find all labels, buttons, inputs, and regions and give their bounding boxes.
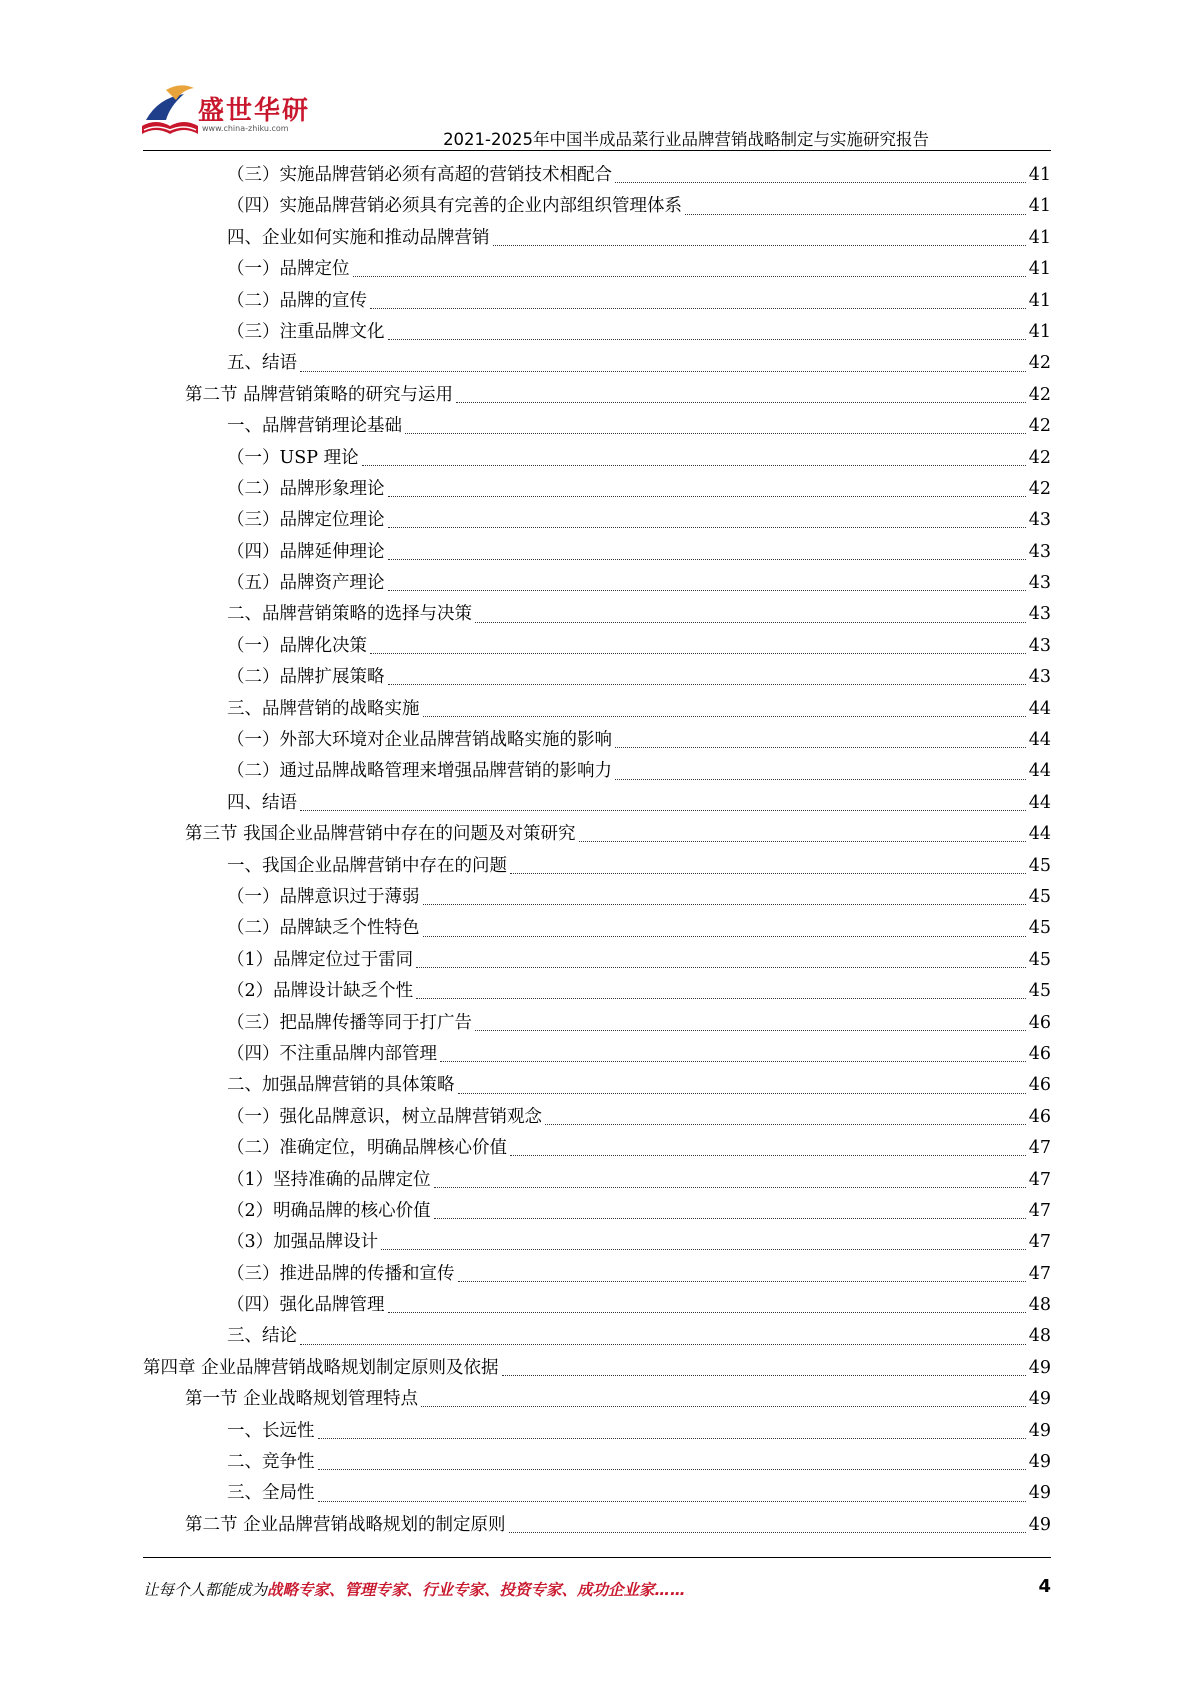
toc-entry-label: （二）品牌扩展策略 xyxy=(227,667,385,688)
toc-entry-label: （二）品牌形象理论 xyxy=(227,478,385,499)
toc-entry-label: 二、加强品牌营销的具体策略 xyxy=(227,1075,455,1096)
toc-dot-leader xyxy=(510,873,1026,874)
toc-entry[interactable] xyxy=(143,537,1051,568)
toc-dot-leader xyxy=(423,904,1026,905)
toc-entry-label: 二、竞争性 xyxy=(227,1452,315,1473)
toc-entry-label: （三）把品牌传播等同于打广告 xyxy=(227,1012,472,1033)
toc-dot-leader xyxy=(388,684,1026,685)
toc-entry[interactable] xyxy=(143,694,1051,725)
toc-entry[interactable] xyxy=(143,1447,1051,1478)
toc-entry-page: 43 xyxy=(1028,635,1051,656)
toc-entry-page: 42 xyxy=(1028,384,1051,405)
toc-entry-page: 48 xyxy=(1028,1326,1051,1347)
toc-entry[interactable] xyxy=(143,1165,1051,1196)
toc-entry-page: 46 xyxy=(1028,1043,1051,1064)
toc-entry-label: 四、企业如何实施和推动品牌营销 xyxy=(227,227,490,248)
toc-dot-leader xyxy=(388,590,1026,591)
toc-dot-leader xyxy=(300,810,1026,811)
toc-entry-page: 44 xyxy=(1028,792,1051,813)
toc-dot-leader xyxy=(434,1218,1026,1219)
toc-entry-label: （3）加强品牌设计 xyxy=(227,1232,379,1253)
toc-dot-leader xyxy=(440,1061,1026,1062)
toc-entry[interactable] xyxy=(143,443,1051,474)
toc-entry-page: 42 xyxy=(1028,416,1051,437)
toc-entry-label: （一）品牌化决策 xyxy=(227,635,367,656)
toc-dot-leader xyxy=(615,779,1026,780)
toc-entry[interactable] xyxy=(143,976,1051,1007)
toc-entry-label: 五、结语 xyxy=(227,353,297,374)
toc-entry-label: 三、结论 xyxy=(227,1326,297,1347)
toc-entry[interactable] xyxy=(143,819,1051,850)
toc-entry-page: 46 xyxy=(1028,1106,1051,1127)
toc-entry[interactable] xyxy=(143,223,1051,254)
toc-entry[interactable] xyxy=(143,568,1051,599)
toc-entry-page: 47 xyxy=(1028,1169,1051,1190)
toc-entry-page: 42 xyxy=(1028,478,1051,499)
book-logo-icon xyxy=(140,80,200,144)
toc-entry[interactable] xyxy=(143,882,1051,913)
toc-dot-leader xyxy=(475,1030,1026,1031)
toc-entry-label: （三）注重品牌文化 xyxy=(227,321,385,342)
toc-entry-page: 45 xyxy=(1028,886,1051,907)
toc-entry-page: 46 xyxy=(1028,1012,1051,1033)
toc-dot-leader xyxy=(388,496,1026,497)
toc-dot-leader xyxy=(509,1532,1026,1533)
toc-dot-leader xyxy=(458,1093,1026,1094)
toc-entry-label: （一）强化品牌意识，树立品牌营销观念 xyxy=(227,1106,542,1127)
toc-entry-label: 第一节 企业战略规划管理特点 xyxy=(185,1389,419,1410)
toc-entry-label: 二、品牌营销策略的选择与决策 xyxy=(227,604,472,625)
toc-entry-label: （五）品牌资产理论 xyxy=(227,573,385,594)
toc-entry-label: （四）不注重品牌内部管理 xyxy=(227,1043,437,1064)
toc-entry[interactable] xyxy=(143,191,1051,222)
toc-entry[interactable] xyxy=(143,1478,1051,1509)
toc-entry-page: 45 xyxy=(1028,981,1051,1002)
toc-entry-label: 一、我国企业品牌营销中存在的问题 xyxy=(227,855,507,876)
toc-entry[interactable] xyxy=(143,756,1051,787)
toc-entry[interactable] xyxy=(143,348,1051,379)
toc-entry-page: 43 xyxy=(1028,604,1051,625)
toc-entry-page: 49 xyxy=(1028,1357,1051,1378)
toc-entry[interactable] xyxy=(143,1039,1051,1070)
toc-entry-label: 第三节 我国企业品牌营销中存在的问题及对策研究 xyxy=(185,824,576,845)
page-header xyxy=(0,0,1191,150)
toc-entry-page: 41 xyxy=(1028,196,1051,217)
footer-slogan xyxy=(143,1578,686,1600)
toc-dot-leader xyxy=(434,1187,1026,1188)
toc-entry-page: 47 xyxy=(1028,1200,1051,1221)
toc-entry-label: （二）品牌缺乏个性特色 xyxy=(227,918,420,939)
toc-dot-leader xyxy=(615,182,1026,183)
toc-dot-leader xyxy=(579,841,1026,842)
toc-entry-page: 44 xyxy=(1028,730,1051,751)
footer-slogan-prefix: 让每个人都能成为 xyxy=(143,1581,268,1599)
toc-entry[interactable] xyxy=(143,1510,1051,1541)
toc-dot-leader xyxy=(300,1344,1026,1345)
toc-dot-leader xyxy=(423,716,1026,717)
toc-entry-page: 49 xyxy=(1028,1483,1051,1504)
toc-entry-page: 43 xyxy=(1028,510,1051,531)
toc-entry[interactable] xyxy=(143,380,1051,411)
toc-dot-leader xyxy=(318,1438,1026,1439)
toc-entry-label: （二）品牌的宣传 xyxy=(227,290,367,311)
toc-entry-page: 43 xyxy=(1028,667,1051,688)
toc-entry-page: 41 xyxy=(1028,165,1051,185)
toc-dot-leader xyxy=(545,1124,1026,1125)
toc-entry[interactable] xyxy=(143,411,1051,442)
toc-dot-leader xyxy=(615,747,1026,748)
toc-entry-label: 四、结语 xyxy=(227,792,297,813)
toc-dot-leader xyxy=(353,276,1026,277)
toc-entry-label: （一）外部大环境对企业品牌营销战略实施的影响 xyxy=(227,730,612,751)
toc-dot-leader xyxy=(388,1312,1026,1313)
toc-entry-page: 44 xyxy=(1028,824,1051,845)
toc-dot-leader xyxy=(458,1281,1026,1282)
toc-dot-leader xyxy=(421,1406,1026,1407)
toc-entry[interactable] xyxy=(143,254,1051,285)
toc-entry[interactable] xyxy=(143,631,1051,662)
toc-entry-label: 三、全局性 xyxy=(227,1483,315,1504)
toc-entry[interactable] xyxy=(143,1196,1051,1227)
toc-dot-leader xyxy=(370,308,1026,309)
toc-dot-leader xyxy=(318,1469,1026,1470)
toc-dot-leader xyxy=(423,936,1026,937)
toc-entry-page: 43 xyxy=(1028,541,1051,562)
toc-entry-page: 49 xyxy=(1028,1389,1051,1410)
toc-entry[interactable] xyxy=(143,1290,1051,1321)
page-number: 4 xyxy=(1038,1576,1051,1597)
toc-entry-page: 46 xyxy=(1028,1075,1051,1096)
toc-entry-label: （三）品牌定位理论 xyxy=(227,510,385,531)
toc-dot-leader xyxy=(510,1155,1026,1156)
toc-entry-page: 44 xyxy=(1028,761,1051,782)
toc-entry-label: 三、品牌营销的战略实施 xyxy=(227,698,420,719)
toc-entry-label: （一）品牌定位 xyxy=(227,259,350,280)
footer-slogan-highlight: 战略专家、管理专家、行业专家、投资专家、成功企业家…… xyxy=(267,1581,686,1599)
toc-entry[interactable] xyxy=(143,1008,1051,1039)
toc-dot-leader xyxy=(416,998,1026,999)
toc-entry-label: （1）品牌定位过于雷同 xyxy=(227,949,414,970)
logo-url: www.china-zhiku.com xyxy=(202,124,289,133)
toc-entry-label: （2）品牌设计缺乏个性 xyxy=(227,981,414,1002)
toc-entry-page: 49 xyxy=(1028,1420,1051,1441)
toc-entry-page: 41 xyxy=(1028,259,1051,280)
toc-entry[interactable] xyxy=(143,913,1051,944)
toc-entry-label: （四）实施品牌营销必须具有完善的企业内部组织管理体系 xyxy=(227,196,682,217)
toc-dot-leader xyxy=(405,433,1026,434)
toc-entry-label: （四）品牌延伸理论 xyxy=(227,541,385,562)
toc-entry-page: 42 xyxy=(1028,353,1051,374)
toc-dot-leader xyxy=(685,214,1026,215)
toc-dot-leader xyxy=(388,339,1026,340)
toc-entry-label: 一、长远性 xyxy=(227,1420,315,1441)
toc-entry-label: （四）强化品牌管理 xyxy=(227,1295,385,1316)
toc-entry-page: 49 xyxy=(1028,1514,1051,1535)
toc-entry[interactable] xyxy=(143,662,1051,693)
toc-entry[interactable] xyxy=(143,1227,1051,1258)
toc-entry[interactable] xyxy=(143,160,1051,191)
toc-entry-label: （一）USP 理论 xyxy=(227,447,359,468)
toc-entry-label: （一）品牌意识过于薄弱 xyxy=(227,886,420,907)
toc-entry-page: 41 xyxy=(1028,321,1051,342)
toc-entry-page: 49 xyxy=(1028,1452,1051,1473)
toc-entry[interactable] xyxy=(143,1133,1051,1164)
toc-entry-page: 42 xyxy=(1028,447,1051,468)
toc-entry[interactable] xyxy=(143,317,1051,348)
toc-entry-page: 47 xyxy=(1028,1263,1051,1284)
toc-entry-page: 44 xyxy=(1028,698,1051,719)
toc-entry[interactable] xyxy=(143,725,1051,756)
toc-entry-label: （2）明确品牌的核心价值 xyxy=(227,1200,431,1221)
toc-entry[interactable] xyxy=(143,474,1051,505)
toc-entry-label: （1）坚持准确的品牌定位 xyxy=(227,1169,431,1190)
toc-entry-page: 48 xyxy=(1028,1295,1051,1316)
toc-entry-page: 41 xyxy=(1028,227,1051,248)
toc-entry-page: 45 xyxy=(1028,855,1051,876)
toc-entry[interactable] xyxy=(143,945,1051,976)
toc-entry[interactable] xyxy=(143,1353,1051,1384)
toc-entry-label: （二）准确定位，明确品牌核心价值 xyxy=(227,1138,507,1159)
document-title: 2021-2025年中国半成品菜行业品牌营销战略制定与实施研究报告 xyxy=(443,130,929,149)
toc-entry[interactable] xyxy=(143,851,1051,882)
toc-entry[interactable] xyxy=(143,1416,1051,1447)
table-of-contents xyxy=(143,160,1051,1541)
toc-dot-leader xyxy=(300,371,1026,372)
toc-entry-page: 45 xyxy=(1028,949,1051,970)
toc-dot-leader xyxy=(318,1501,1026,1502)
toc-entry-page: 43 xyxy=(1028,573,1051,594)
toc-dot-leader xyxy=(475,622,1026,623)
toc-entry-label: （三）推进品牌的传播和宣传 xyxy=(227,1263,455,1284)
footer-divider xyxy=(143,1557,1051,1558)
toc-entry-page: 47 xyxy=(1028,1232,1051,1253)
toc-entry-label: 第四章 企业品牌营销战略规划制定原则及依据 xyxy=(143,1357,499,1378)
logo-name: 盛世华研 xyxy=(198,96,311,126)
toc-entry[interactable] xyxy=(143,1259,1051,1290)
toc-entry[interactable] xyxy=(143,1321,1051,1352)
toc-entry-label: 第二节 品牌营销策略的研究与运用 xyxy=(185,384,454,405)
toc-entry[interactable] xyxy=(143,599,1051,630)
toc-dot-leader xyxy=(381,1249,1026,1250)
toc-entry[interactable] xyxy=(143,1384,1051,1415)
toc-entry-label: （二）通过品牌战略管理来增强品牌营销的影响力 xyxy=(227,761,612,782)
toc-dot-leader xyxy=(502,1375,1026,1376)
toc-entry-page: 45 xyxy=(1028,918,1051,939)
toc-entry[interactable] xyxy=(143,505,1051,536)
toc-entry-label: （三）实施品牌营销必须有高超的营销技术相配合 xyxy=(227,165,612,185)
toc-entry[interactable] xyxy=(143,286,1051,317)
toc-entry[interactable] xyxy=(143,788,1051,819)
toc-dot-leader xyxy=(456,402,1026,403)
toc-dot-leader xyxy=(388,527,1026,528)
toc-entry-label: 第二节 企业品牌营销战略规划的制定原则 xyxy=(185,1514,506,1535)
header-divider xyxy=(143,150,1051,151)
toc-dot-leader xyxy=(362,465,1026,466)
toc-entry[interactable] xyxy=(143,1070,1051,1101)
toc-entry-page: 47 xyxy=(1028,1138,1051,1159)
toc-entry[interactable] xyxy=(143,1102,1051,1133)
toc-entry-page: 41 xyxy=(1028,290,1051,311)
toc-dot-leader xyxy=(416,967,1026,968)
toc-dot-leader xyxy=(370,653,1026,654)
toc-dot-leader xyxy=(388,559,1026,560)
toc-dot-leader xyxy=(493,245,1026,246)
company-logo xyxy=(140,80,360,144)
toc-entry-label: 一、品牌营销理论基础 xyxy=(227,416,402,437)
